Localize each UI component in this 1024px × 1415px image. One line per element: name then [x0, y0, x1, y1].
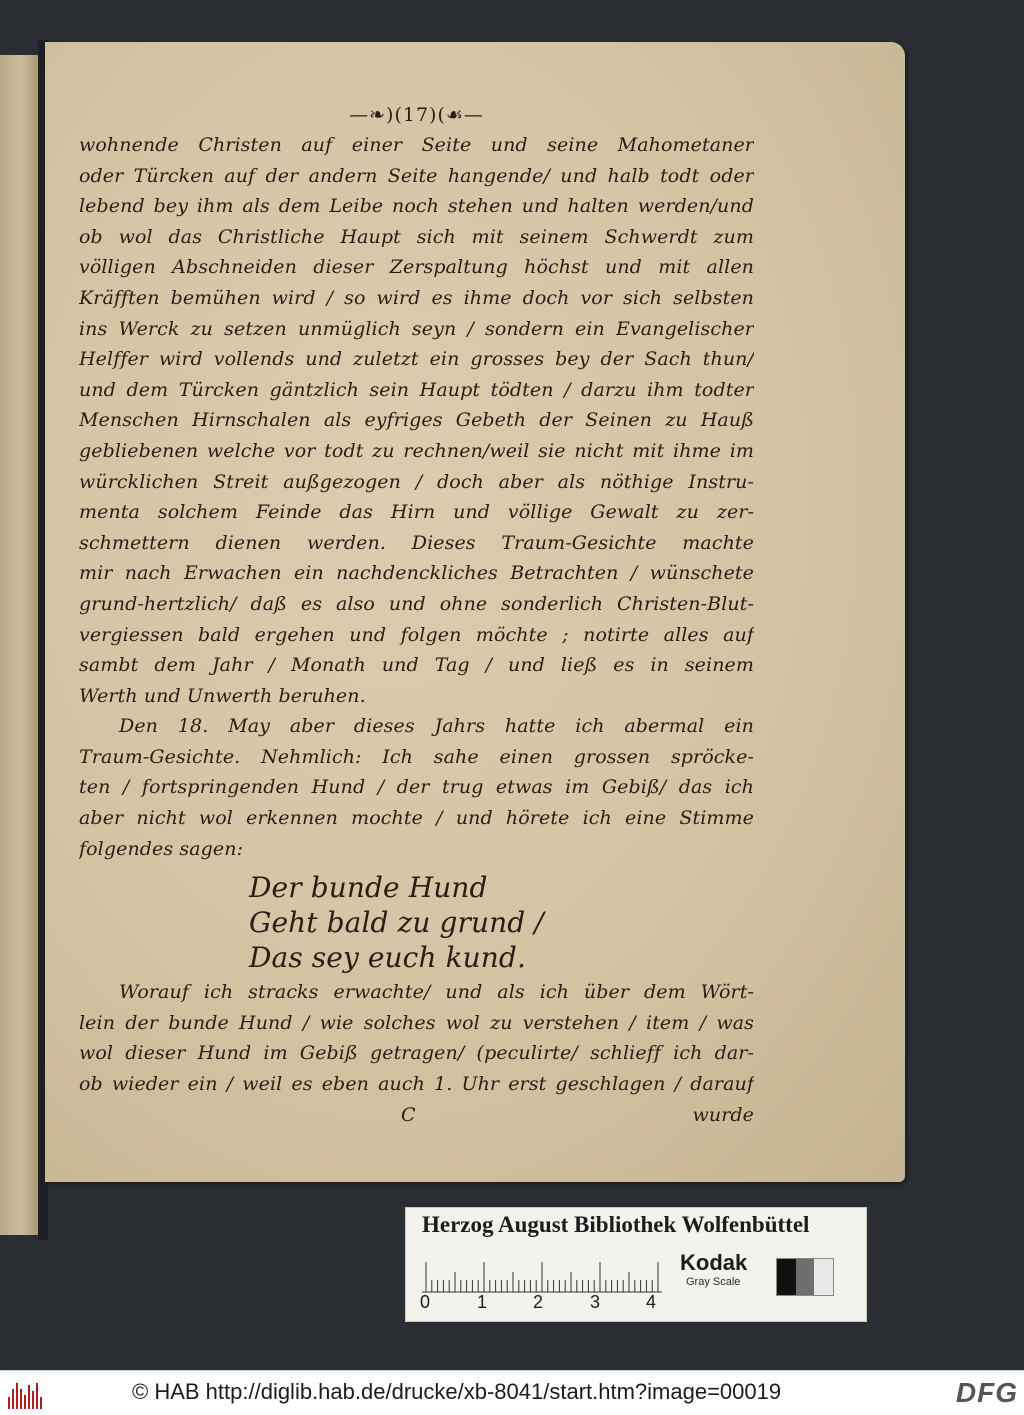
text-line: sambt dem Jahr / Monath und Tag / und ließ es in seinem: [79, 654, 754, 677]
swatch-black: [777, 1259, 796, 1295]
text-line: Werth und Unwerth beruhen.: [79, 684, 366, 707]
kodak-logo: Kodak: [680, 1250, 748, 1275]
text-line: oder Türcken auf der andern Seite hangende/ und halb todt oder: [79, 164, 754, 187]
text-line: ten / fortspringenden Hund / der trug etwas im Gebiß/ das ich: [79, 776, 754, 799]
gray-scale-label: Gray Scale: [686, 1276, 741, 1288]
library-name: Herzog August Bibliothek Wolfenbüttel: [422, 1212, 810, 1237]
swatch-white: [814, 1259, 833, 1295]
ruler-number: 4: [646, 1292, 657, 1312]
ruler-number: 3: [590, 1292, 601, 1312]
page-header: —❧)(17)(☙—: [349, 104, 484, 126]
hab-logo-icon: [8, 1381, 48, 1409]
text-line: folgendes sagen:: [79, 837, 244, 860]
text-line: Kräfften bemühen wird / so wird es ihme doch vor sich selbsten: [79, 286, 754, 309]
text-line: lebend bey ihm als dem Leibe noch stehen und halten werden/und: [79, 195, 754, 218]
verse-line: Der bunde Hund: [249, 871, 488, 905]
footer-bar: [0, 1370, 1024, 1415]
catchword: wurde: [692, 1103, 754, 1126]
copyright-link[interactable]: © HAB http://diglib.hab.de/drucke/xb-8041/start.htm?image=00019: [132, 1379, 782, 1404]
text-line: würcklichen Streit außgezogen / doch aber als nöthige Instru-: [79, 470, 754, 493]
text-line: lein der bunde Hund / wie solches wol zu verstehen / item / was: [79, 1011, 754, 1034]
text-line: aber nicht wol erkennen mochte / und hörete ich eine Stimme: [79, 807, 754, 830]
text-line: Den 18. May aber dieses Jahrs hatte ich abermal ein: [119, 715, 754, 738]
text-line: grund-hertzlich/ daß es also und ohne sonderlich Christen-Blut-: [79, 592, 754, 615]
text-line: gebliebenen welche vor todt zu rechnen/weil sie nicht mit ihme im: [79, 439, 754, 462]
text-line: völligen Abschneiden dieser Zerspaltung höchst und mit allen: [79, 256, 754, 279]
ruler-number: 2: [533, 1292, 544, 1312]
text-line: und dem Türcken gäntzlich sein Haupt tödten / darzu ihm todter: [79, 378, 754, 401]
verse-line: Geht bald zu grund /: [249, 906, 544, 940]
text-line: ob wieder ein / weil es eben auch 1. Uhr erst geschlagen / darauf: [79, 1073, 754, 1096]
text-line: wohnende Christen auf einer Seite und seine Mahometaner: [79, 134, 754, 156]
text-line: mir nach Erwachen ein nachdenckliches Betrachten / wünschete: [79, 562, 754, 585]
text-line: Helffer wird vollends und zuletzt ein grosses bey der Sach thun/: [79, 348, 754, 371]
left-page-edge: [0, 55, 38, 1235]
verse-line: Das sey euch kund.: [249, 941, 526, 975]
text-line: Worauf ich stracks erwachte/ und als ich über dem Wört-: [119, 981, 754, 1004]
paragraph-3: [79, 977, 754, 1099]
paragraph-1: [79, 130, 754, 711]
dfg-logo: DFG: [955, 1377, 1018, 1408]
text-line: menta solchem Feinde das Hirn und völlige Gewalt zu zer-: [79, 501, 754, 524]
ruler-number: 0: [420, 1292, 431, 1312]
text-line: ob wol das Christliche Haupt sich mit seinem Schwerdt zum: [79, 225, 754, 248]
page-footer-marks: [79, 1100, 754, 1130]
signature-mark: C: [401, 1103, 416, 1126]
text-line: ins Werck zu setzen unmüglich seyn / sondern ein Evangelischer: [79, 317, 754, 340]
swatch-gray: [796, 1259, 815, 1295]
paragraph-2: [79, 711, 754, 864]
text-line: schmettern dienen werden. Dieses Traum-Gesichte machte: [79, 531, 754, 554]
text-line: vergiessen bald ergehen und folgen möchte ; notirte alles auf: [79, 623, 754, 646]
library-color-card: [405, 1207, 867, 1322]
text-line: wol dieser Hund im Gebiß getragen/ (peculirte/ schlieff ich dar-: [79, 1042, 754, 1065]
page-text: [79, 100, 754, 1130]
gray-swatches: [776, 1258, 834, 1296]
verse: [79, 870, 754, 975]
ruler-number: 1: [477, 1292, 488, 1312]
book-page: [45, 42, 905, 1182]
text-line: Menschen Hirnschalen als eyfriges Gebeth der Seinen zu Hauß: [79, 409, 754, 432]
scale-ruler: [422, 1258, 662, 1294]
text-line: Traum-Gesichte. Nehmlich: Ich sahe einen grossen spröcke-: [79, 745, 754, 768]
